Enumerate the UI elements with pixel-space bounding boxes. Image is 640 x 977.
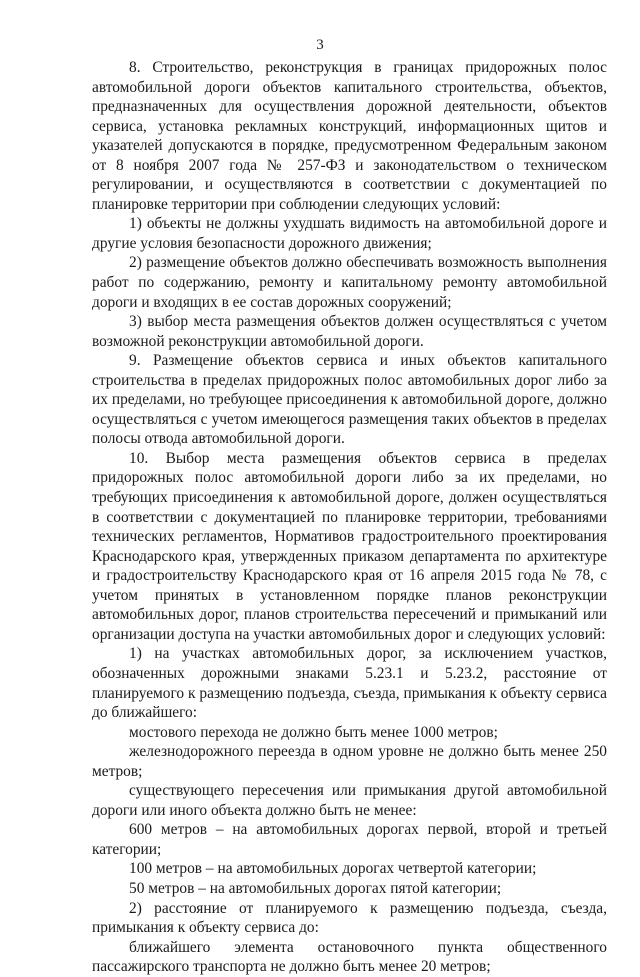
- bus-stop-distance: ближайшего элемента остановочного пункта общественного пассажирского транспорта не должно быть менее 20 метров;: [92, 938, 607, 976]
- category-5-distance: 50 метров – на автомобильных дорогах пятой категории;: [129, 879, 502, 897]
- category-4-distance: 100 метров – на автомобильных дорогах четвертой категории;: [129, 860, 537, 878]
- paragraph-8-item-3: 3) выбор места размещения объектов должен осуществляться с учетом возможной реконструкции автомобильной дороги.: [92, 313, 607, 350]
- paragraph-10-item-2: 2) расстояние от планируемого к размещению подъезда, съезда, примыкания к объекту сервиса до:: [92, 899, 607, 937]
- bridge-distance: мостового перехода не должно быть менее 1000 метров;: [129, 723, 498, 741]
- page-number: 3: [316, 37, 324, 53]
- paragraph-9: 9. Размещение объектов сервиса и иных объектов капитального строительства в пределах придорожных полос автомобильных дорог либо за их пределами, но требующее присоединения к автомобильной дороге, должно осуществляться с учетом имеющегося размещения таких объектов в пределах полосы отвода автомобильной дороги.: [92, 352, 607, 448]
- document-body: [92, 58, 607, 977]
- paragraph-8-item-2: 2) размещение объектов должно обеспечивать возможность выполнения работ по содержанию, ремонту и капитальному ремонту автомобильной дороги и входящих в ее состав дорожных сооружений;: [92, 254, 607, 311]
- intersection-distance: существующего пересечения или примыкания другой автомобильной дороги или иного объекта должно быть не менее:: [92, 782, 607, 819]
- railway-crossing-distance: железнодорожного переезда в одном уровне не должно быть менее 250 метров;: [92, 743, 607, 780]
- paragraph-10-item-1: 1) на участках автомобильных дорог, за исключением участков, обозначенных дорожными знаками 5.23.1 и 5.23.2, расстояние от планируемого к размещению подъезда, съезда, примыкания к объекту сервиса до ближайшего:: [92, 645, 607, 722]
- category-1-3-distance: 600 метров – на автомобильных дорогах первой, второй и третьей категории;: [92, 821, 607, 858]
- paragraph-10: 10. Выбор места размещения объектов сервиса в пределах придорожных полос автомобильной дороги либо за их пределами, но требующих присоединения к автомобильной дороге, должен осуществляться в соответствии с документацией по планировке территории, требованиями технических регламентов, Нормативов градостроительного проектирования Краснодарского края, утвержденных приказом департамента по архитектуре и градостроительству Краснодарского края от 16 апреля 2015 года № 78, с учетом принятых в установленном порядке планов реконструкции автомобильных дорог, планов строительства пересечений и примыканий или организации доступа на участки автомобильных дорог и следующих условий:: [92, 449, 607, 643]
- paragraph-8: 8. Строительство, реконструкция в границах придорожных полос автомобильной дороги объектов капитального строительства, объектов, предназначенных для осуществления дорожной деятельности, объектов сервиса, установка рекламных конструкций, информационных щитов и указателей допускаются в порядке, предусмотренном Федеральным законом от 8 ноября 2007 года № 257-ФЗ и законодательством о техническом регулировании, и осуществляются в соответствии с документацией по планировке территории при соблюдении следующих условий:: [92, 59, 607, 213]
- paragraph-8-item-1: 1) объекты не должны ухудшать видимость на автомобильной дороге и другие условия безопасности дорожного движения;: [92, 215, 607, 252]
